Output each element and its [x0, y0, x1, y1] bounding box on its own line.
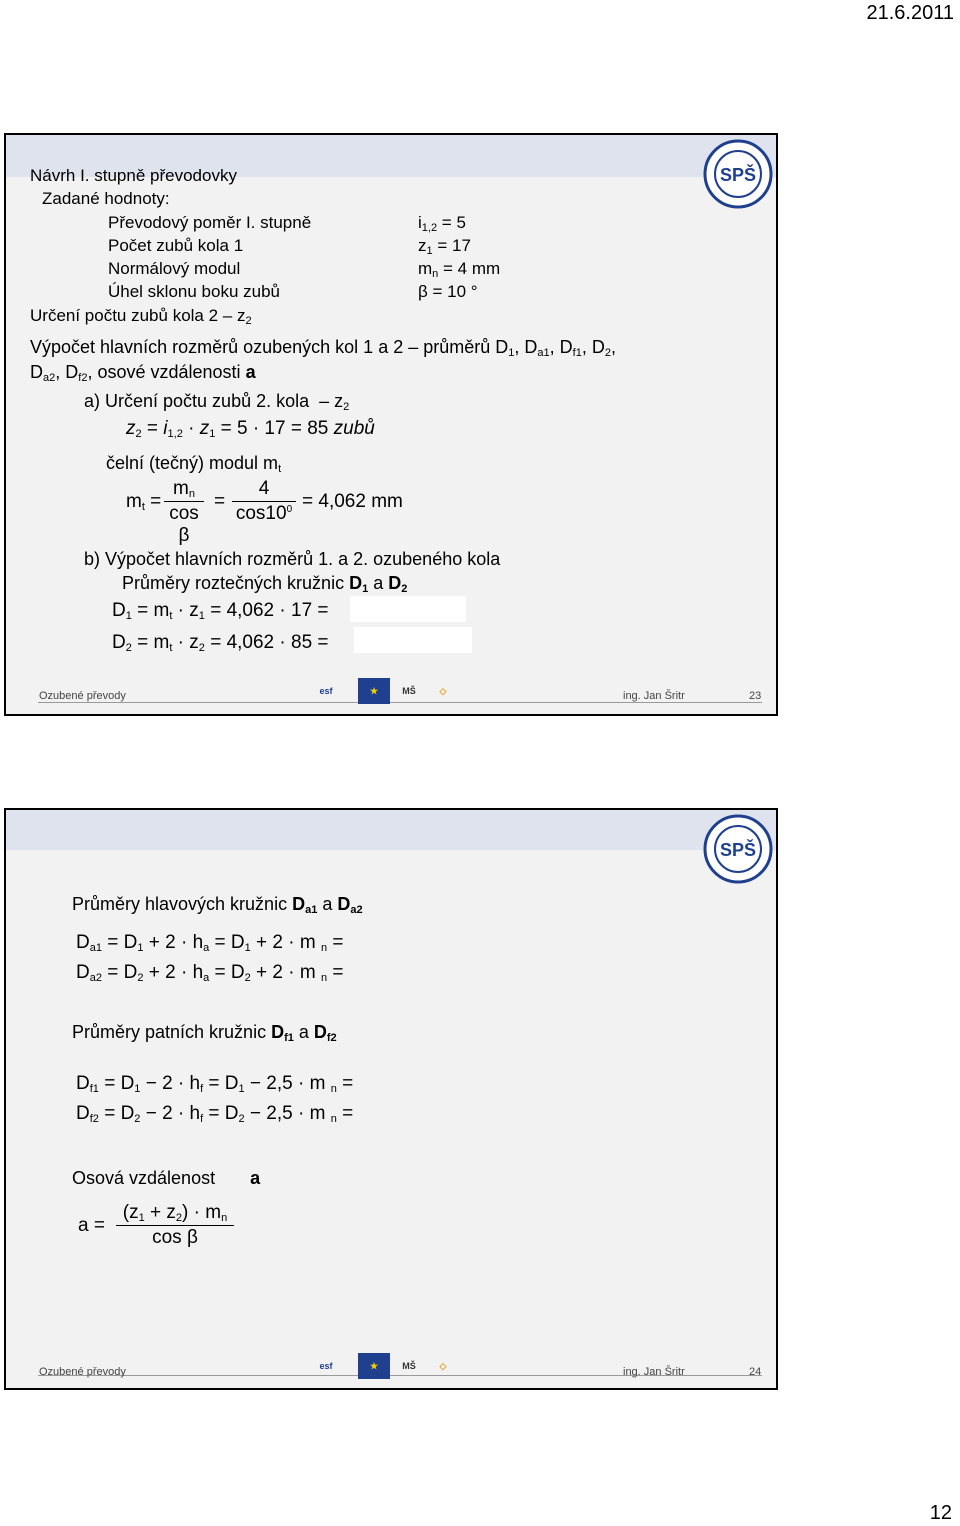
svg-text:SPŠ: SPŠ — [719, 165, 757, 185]
given-heading: Zadané hodnoty: — [42, 189, 170, 208]
mt-fraction-1: $m_n$ cos β — [164, 478, 204, 547]
slide-header-band — [6, 810, 776, 850]
equation-z2: $z_2 = i_{1,2} \cdot z_1 = 5 \cdot 17 = 85$ zubů — [126, 418, 375, 440]
center-distance-heading: Osová vzdálenost a — [72, 1168, 261, 1188]
slide-number: 24 — [749, 1366, 762, 1378]
transverse-module-label: čelní (tečný) modul $m_t$ — [106, 453, 282, 475]
given-value-teeth: $z_1 = 17$ — [418, 236, 471, 257]
page-number: 12 — [929, 1502, 952, 1524]
calc-heading-line2: $D_{a2}$, $D_{f2}$, osové vzdálenosti a — [30, 362, 256, 384]
footer-author: ing. Jan Šritr — [623, 690, 685, 702]
footer-topic: Ozubené převody — [39, 690, 126, 702]
given-label-teeth: Počet zubů kola 1 — [108, 236, 244, 255]
equation-D2: $D_2 = m_t \cdot z_2 = 4,062 \cdot 85$ = — [112, 632, 329, 654]
esf-logo-icon: esf — [319, 686, 333, 696]
pitch-diameters-heading: Průměry roztečných kružnic $D_1$ a $D_2$ — [122, 573, 408, 595]
slide-number: 23 — [749, 690, 762, 702]
slide-23: SPŠ Návrh I. stupně převodovky Zadané hodnoty: Převodový poměr I. stupně Počet zubů kola 1 Normálový modul Úhel sklonu boku zubů $i_{1,2} = 5$ $z_1 = 17$ $m_n = 4$ mm β = 10 ° Určení počtu zubů kola $2 - z_2$ Výpočet hlavních rozměrů ozubených kol 1 a 2 – průměrů $D_1$, $D_{a1}$, $D_{f1}$, $D_2$, $D_{a2}$, $D_{f2}$, osové vzdálenosti a a) Určení počtu zubů 2. kola – $z_2$ $z_2 = i_{1,2} \cdot z_1 = 5 \cdot 17 = 85$ zubů čelní (tečný) modul $m_t$ $m_t$ = $m_n$ cos β = 4 $\cos 10^0$ = 4,062 mm b) Výpočet hlavních rozměrů 1. a 2. ozubeného kola Průměry roztečných kružnic $D_1$ a $D_2$ $D_1 = m_t \cdot z_1 = 4,062 \cdot 17$ = $D_2 = m_t \cdot z_2 = 4,062 \cdot 85$ = Ozubené převody esf ★ MŠ ◇ ing. Jan Šritr 23 — [4, 133, 778, 716]
school-logo-icon — [703, 814, 773, 884]
answer-blank-D2 — [354, 627, 472, 653]
determine-z2: Určení počtu zubů kola $2 - z_2$ — [30, 306, 252, 327]
calc-heading-line1: Výpočet hlavních rozměrů ozubených kol 1 a 2 – průměrů $D_1$, $D_{a1}$, $D_{f1}$, $D_2$, — [30, 337, 616, 359]
equation-Da1: $D_{a1} = D_1 + 2 \cdot h_a = D_1 + 2 \cdot m$ $_n$ = — [76, 932, 344, 954]
footer-topic: Ozubené převody — [39, 1366, 126, 1378]
part-a-heading: a) Určení počtu zubů 2. kola – $z_2$ — [84, 391, 350, 413]
tip-diameters-heading: Průměry hlavových kružnic $D_{a1}$ a $D_{a2}$ — [72, 894, 363, 916]
given-label-ratio: Převodový poměr I. stupně — [108, 213, 312, 232]
given-value-angle: β = 10 ° — [418, 282, 478, 301]
mt-lhs: $m_t$ = — [126, 491, 162, 513]
given-value-module: $m_n = 4$ mm — [418, 259, 501, 280]
eu-flag-icon: ★ — [358, 678, 390, 704]
root-diameters-heading: Průměry patních kružnic $D_{f1}$ a $D_{f2}$ — [72, 1022, 337, 1044]
op-logo-icon: ◇ — [439, 1360, 447, 1371]
svg-text:SPŠ: SPŠ — [719, 840, 757, 860]
center-distance-lhs: a = — [78, 1215, 105, 1236]
slide-title: Návrh I. stupně převodovky — [30, 166, 237, 185]
equation-Df2: $D_{f2} = D_2 - 2 \cdot h_f = D_2 - 2,5 \cdot m$ $_n$ = — [76, 1103, 354, 1125]
document-date: 21.6.2011 — [866, 2, 954, 24]
equation-Df1: $D_{f1} = D_1 - 2 \cdot h_f = D_1 - 2,5 \cdot m$ $_n$ = — [76, 1073, 354, 1095]
given-value-ratio: $i_{1,2} = 5$ — [418, 213, 466, 234]
mt-result: = 4,062 mm — [302, 491, 403, 512]
footer-author: ing. Jan Šritr — [623, 1366, 685, 1378]
msmt-logo-icon: MŠ — [402, 1361, 416, 1371]
eu-logos-strip — [300, 1353, 458, 1379]
equation-Da2: $D_{a2} = D_2 + 2 \cdot h_a = D_2 + 2 \cdot m$ $_n$ = — [76, 962, 344, 984]
eu-logos-strip — [300, 678, 458, 704]
part-b-heading: b) Výpočet hlavních rozměrů 1. a 2. ozubeného kola — [84, 549, 501, 569]
esf-logo-icon: esf — [319, 1361, 333, 1371]
mt-fraction-2: 4 $\cos 10^0$ — [232, 478, 296, 525]
given-label-module: Normálový modul — [108, 259, 241, 278]
answer-blank-D1 — [350, 596, 466, 622]
op-logo-icon: ◇ — [439, 685, 447, 696]
eu-flag-icon: ★ — [358, 1353, 390, 1379]
given-label-angle: Úhel sklonu boku zubů — [108, 282, 281, 301]
equation-D1: $D_1 = m_t \cdot z_1 = 4,062 \cdot 17$ = — [112, 600, 329, 622]
center-distance-fraction: $(z_1 + z_2) \cdot m_n$ cos β — [116, 1202, 234, 1249]
slide-24 — [4, 808, 778, 1390]
msmt-logo-icon: MŠ — [402, 686, 416, 696]
school-logo-icon — [703, 139, 773, 209]
